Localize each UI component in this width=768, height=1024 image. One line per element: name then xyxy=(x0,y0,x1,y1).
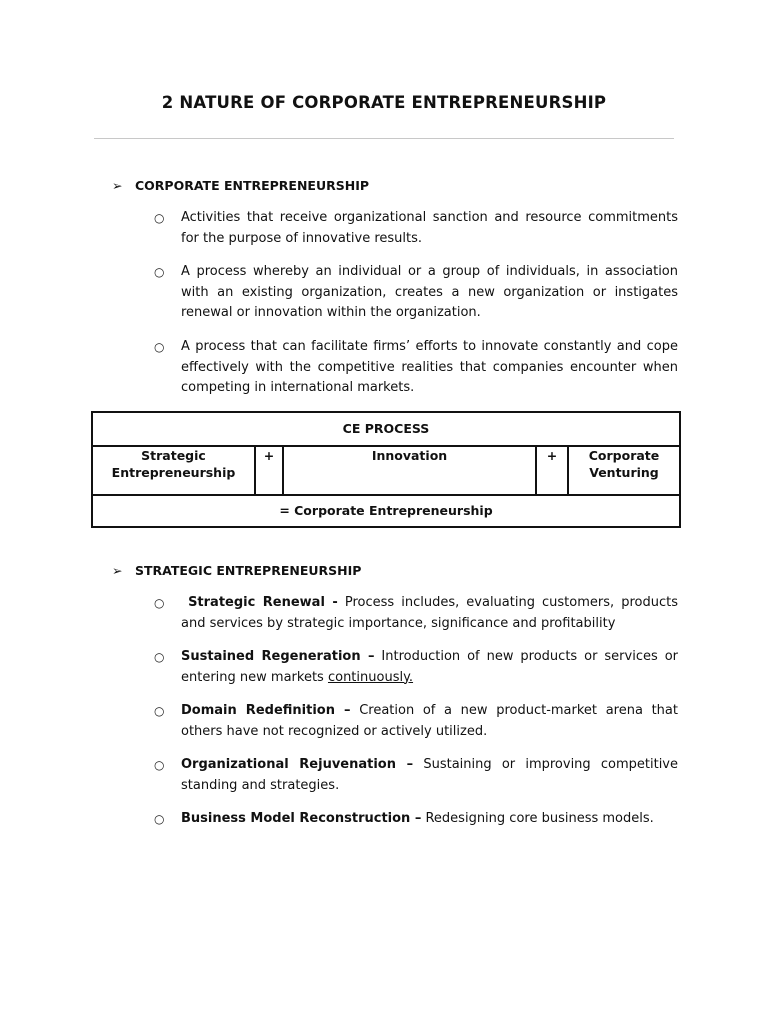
list-item xyxy=(154,701,678,742)
term-organizational-rejuvenation: Organizational Rejuvenation – xyxy=(181,757,414,772)
list-item-text xyxy=(181,701,678,742)
table-cell-strategic-entrepreneurship: Strategic Entrepreneurship xyxy=(92,446,255,495)
table-cell-innovation: Innovation xyxy=(283,446,536,495)
list-item-text: Activities that receive organizational sanction and resource commitments for the purpose of innovative results. xyxy=(181,210,678,246)
list-item xyxy=(154,593,678,634)
title-divider xyxy=(94,138,674,139)
list-item xyxy=(154,755,678,796)
hollow-circle-icon: ○ xyxy=(154,211,165,225)
underlined-word: continuously. xyxy=(327,669,414,685)
hollow-circle-icon: ○ xyxy=(154,758,165,772)
table-cell-plus: + xyxy=(255,446,283,495)
term-domain-redefinition: Domain Redefinition – xyxy=(181,703,351,718)
list-item-text xyxy=(181,647,678,688)
list-item-text xyxy=(181,809,678,830)
list-item-text xyxy=(181,755,678,796)
list-item xyxy=(154,262,678,324)
list-item-text xyxy=(181,593,678,634)
list-item xyxy=(154,647,678,688)
section-heading-corporate-entrepreneurship xyxy=(112,178,369,193)
term-description: Process includes, evaluating customers, products and services by strategic importance, significance and profitability xyxy=(181,595,678,631)
term-sustained-regeneration: Sustained Regeneration – xyxy=(181,649,375,664)
section-heading-strategic-entrepreneurship xyxy=(112,563,361,578)
term-business-model-reconstruction: Business Model Reconstruction – xyxy=(181,811,422,826)
ce-process-table xyxy=(91,411,681,528)
page-title: 2 NATURE OF CORPORATE ENTREPRENEURSHIP xyxy=(161,93,607,112)
term-description: Redesigning core business models. xyxy=(425,811,654,826)
table-cell-plus: + xyxy=(536,446,568,495)
table-row xyxy=(92,446,680,495)
hollow-circle-icon: ○ xyxy=(154,650,165,664)
table-header-cell: CE PROCESS xyxy=(92,412,680,446)
table-row xyxy=(92,495,680,527)
table-row xyxy=(92,412,680,446)
section-heading-label: STRATEGIC ENTREPRENEURSHIP xyxy=(135,563,362,578)
hollow-circle-icon: ○ xyxy=(154,812,165,826)
section-heading-label: CORPORATE ENTREPRENEURSHIP xyxy=(135,178,370,193)
table-cell-corporate-venturing: Corporate Venturing xyxy=(568,446,680,495)
hollow-circle-icon: ○ xyxy=(154,265,165,279)
hollow-circle-icon: ○ xyxy=(154,596,165,610)
hollow-circle-icon: ○ xyxy=(154,704,165,718)
list-item-text: A process whereby an individual or a group of individuals, in association with an existing organization, creates a new organization or instigates renewal or innovation within the organization. xyxy=(181,264,678,320)
hollow-circle-icon: ○ xyxy=(154,340,165,354)
list-item xyxy=(154,337,678,399)
term-strategic-renewal: Strategic Renewal - xyxy=(188,595,338,610)
table-footer-cell: = Corporate Entrepreneurship xyxy=(92,495,680,527)
list-item-text: A process that can facilitate firms’ efforts to innovate constantly and cope effectively with the competitive realities that companies encounter when competing in international markets. xyxy=(181,339,678,395)
term-description: Sustaining or improving competitive standing and strategies. xyxy=(181,757,678,793)
arrowhead-icon: ➢ xyxy=(112,178,123,193)
list-item xyxy=(154,208,678,249)
arrowhead-icon: ➢ xyxy=(112,563,123,578)
term-description: Creation of a new product-market arena that others have not recognized or actively utilized. xyxy=(181,703,678,739)
term-description: Introduction of new products or services or entering new markets xyxy=(181,649,678,685)
list-item xyxy=(154,809,678,830)
